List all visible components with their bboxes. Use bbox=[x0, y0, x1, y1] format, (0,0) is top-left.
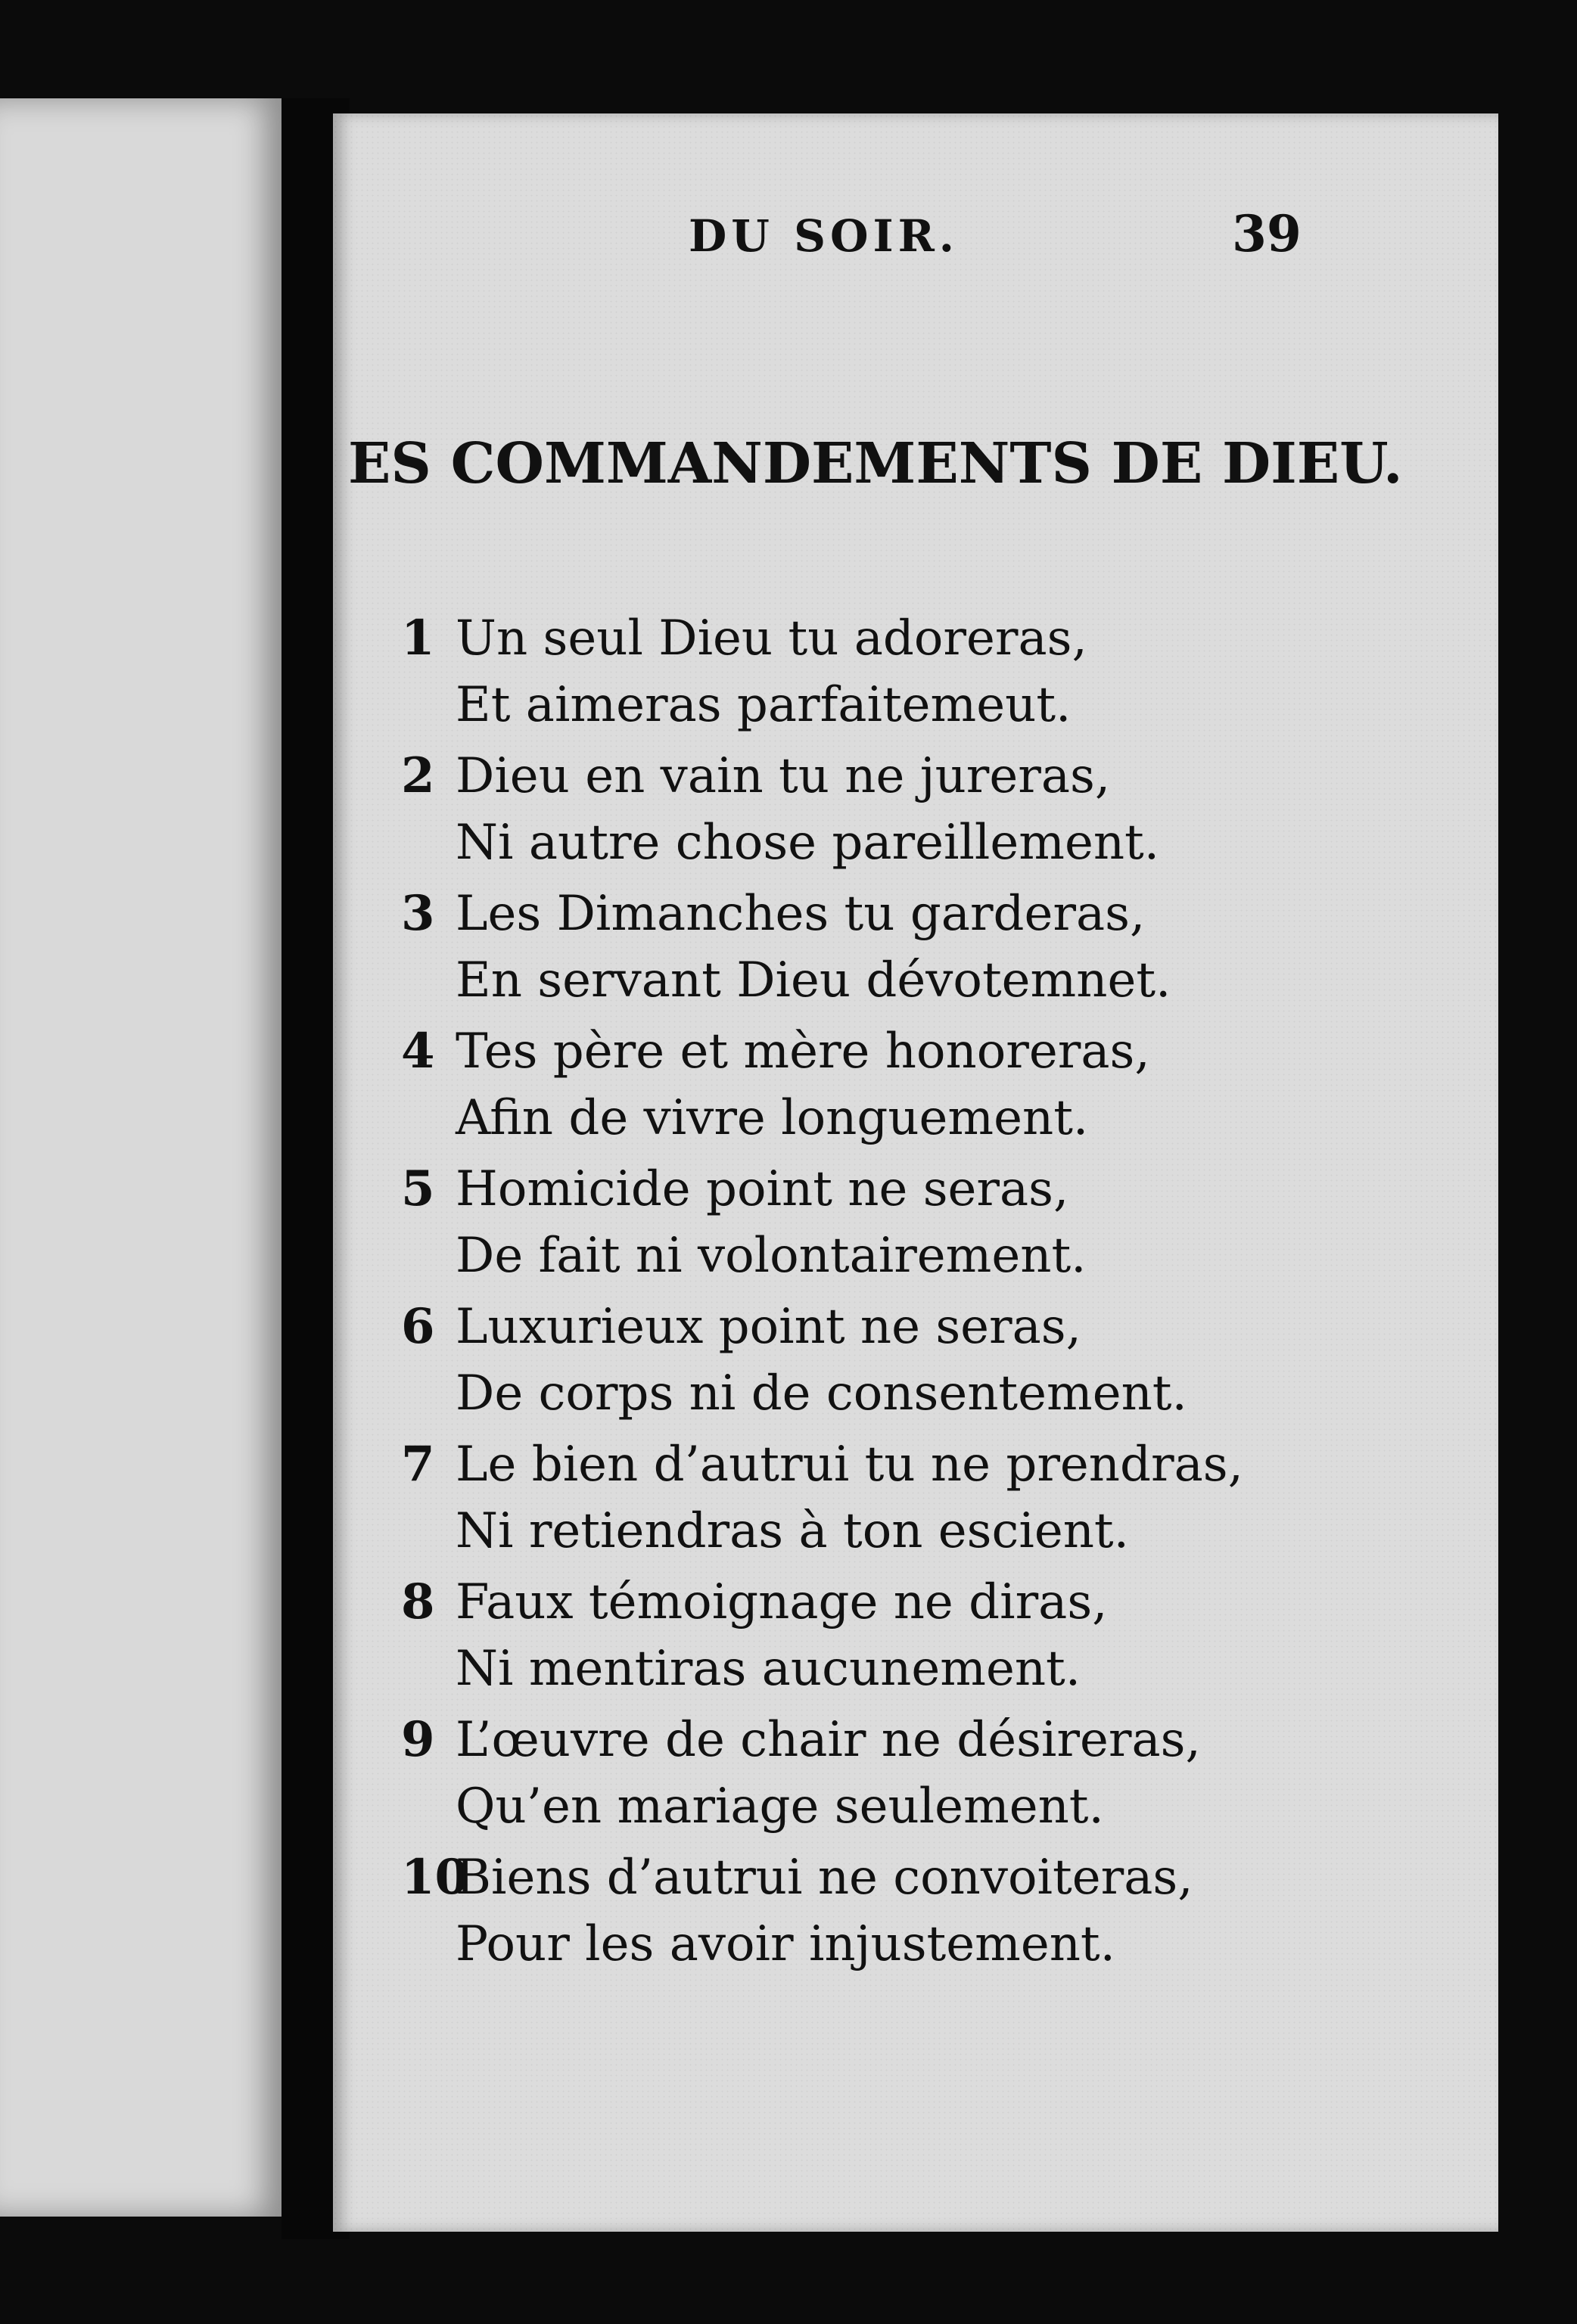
commandment-line-2: En servant Dieu dévotemnet. bbox=[456, 952, 1171, 1008]
commandment-number: 10 bbox=[401, 1849, 469, 1906]
commandment-item bbox=[401, 1018, 1491, 1156]
left-page bbox=[0, 98, 288, 2217]
commandment-line-2: Qu’en mariage seulement. bbox=[456, 1779, 1104, 1835]
commandment-number: 7 bbox=[401, 1436, 435, 1493]
commandment-line-1: Homicide point ne seras, bbox=[456, 1161, 1069, 1217]
running-head: DU SOIR. bbox=[689, 210, 960, 262]
commandment-item bbox=[401, 1707, 1491, 1844]
commandment-line-1: Le bien d’autrui tu ne prendras, bbox=[456, 1437, 1243, 1493]
commandment-item bbox=[401, 1156, 1491, 1294]
commandment-item bbox=[401, 1844, 1491, 1982]
commandment-number: 9 bbox=[401, 1711, 435, 1768]
commandment-line-2: Ni autre chose pareillement. bbox=[456, 815, 1160, 871]
commandment-line-1: Un seul Dieu tu adoreras, bbox=[456, 611, 1087, 666]
commandment-line-2: Ni mentiras aucunement. bbox=[456, 1641, 1081, 1697]
commandment-number: 6 bbox=[401, 1298, 435, 1355]
commandment-number: 4 bbox=[401, 1023, 435, 1080]
commandment-item bbox=[401, 605, 1491, 743]
commandment-number: 8 bbox=[401, 1574, 435, 1630]
commandment-line-1: Tes père et mère honoreras, bbox=[456, 1024, 1150, 1080]
commandment-number: 1 bbox=[401, 610, 435, 666]
commandment-line-1: Faux témoignage ne diras, bbox=[456, 1574, 1108, 1630]
section-title: ES COMMANDEMENTS DE DIEU. bbox=[348, 431, 1403, 496]
commandment-number: 5 bbox=[401, 1160, 435, 1217]
commandment-line-2: De fait ni volontairement. bbox=[456, 1228, 1087, 1284]
page-number: 39 bbox=[1232, 204, 1302, 263]
commandment-item bbox=[401, 1431, 1491, 1569]
commandments-list bbox=[401, 605, 1491, 1982]
commandment-line-1: Biens d’autrui ne convoiteras, bbox=[456, 1850, 1193, 1906]
commandment-number: 3 bbox=[401, 885, 435, 942]
commandment-item bbox=[401, 1569, 1491, 1707]
commandment-item bbox=[401, 743, 1491, 881]
commandment-item bbox=[401, 881, 1491, 1018]
commandment-line-2: De corps ni de consentement. bbox=[456, 1366, 1187, 1421]
commandment-line-2: Afin de vivre longuement. bbox=[456, 1090, 1089, 1146]
commandment-number: 2 bbox=[401, 747, 435, 804]
commandment-line-1: Les Dimanches tu garderas, bbox=[456, 886, 1146, 942]
commandment-line-1: L’œuvre de chair ne désireras, bbox=[456, 1712, 1201, 1768]
right-page bbox=[333, 113, 1498, 2232]
commandment-item bbox=[401, 1294, 1491, 1431]
commandment-line-2: Ni retiendras à ton escient. bbox=[456, 1503, 1129, 1559]
commandment-line-1: Dieu en vain tu ne jureras, bbox=[456, 748, 1111, 804]
commandment-line-1: Luxurieux point ne seras, bbox=[456, 1299, 1081, 1355]
commandment-line-2: Et aimeras parfaitemeut. bbox=[456, 677, 1072, 733]
commandment-line-2: Pour les avoir injustement. bbox=[456, 1916, 1115, 1972]
